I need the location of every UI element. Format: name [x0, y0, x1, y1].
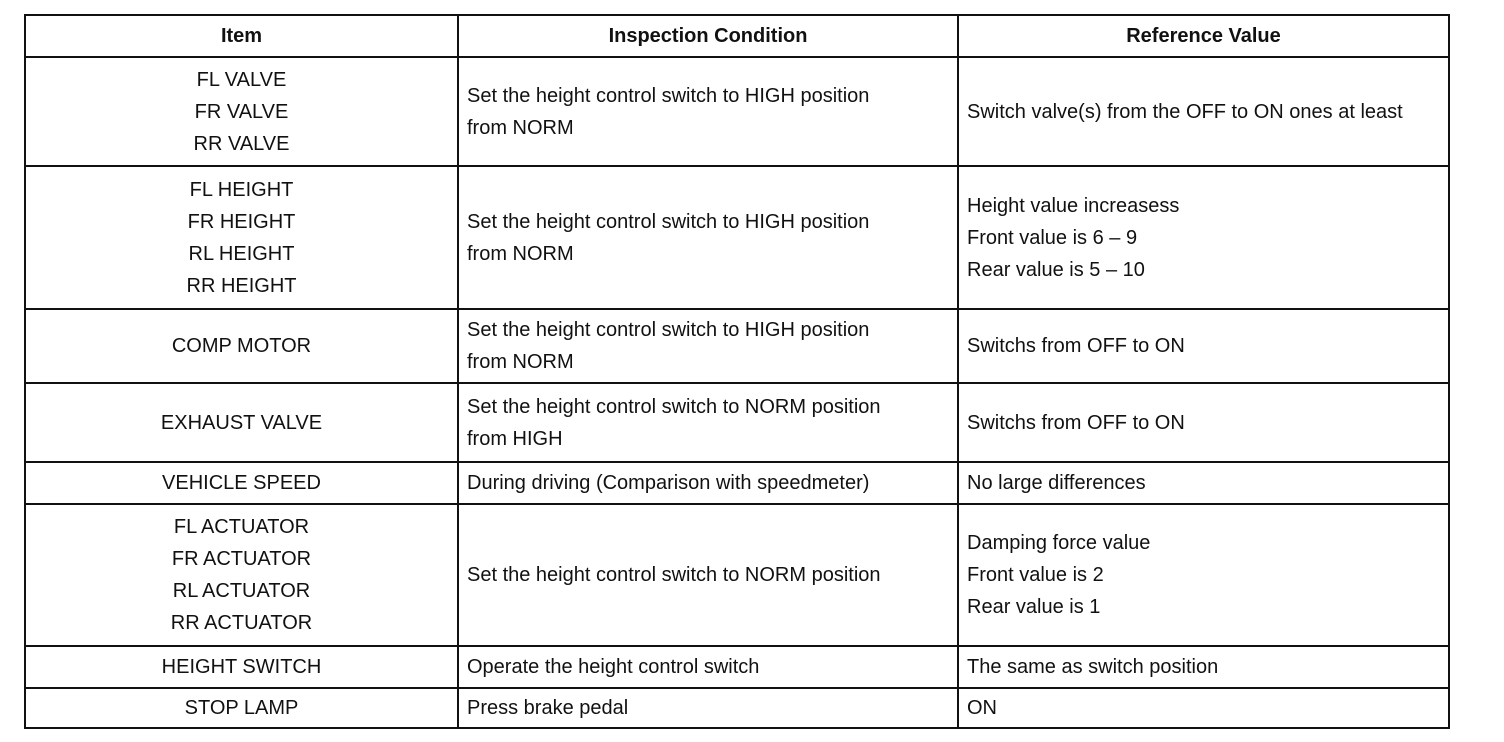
table-row: [25, 57, 1449, 166]
inspection-condition-cell: [458, 383, 958, 462]
header-reference-value: Reference Value: [958, 15, 1449, 57]
reference-value-line: The same as switch position: [967, 656, 1219, 678]
inspection-condition-line: from NORM: [467, 242, 574, 265]
inspection-condition-line: from NORM: [467, 351, 574, 373]
reference-value-line: No large differences: [967, 472, 1146, 494]
inspection-condition-cell: [458, 166, 958, 309]
reference-value-line: Rear value is 5 – 10: [967, 258, 1145, 281]
item-cell: [25, 309, 458, 383]
inspection-condition-line: Set the height control switch to NORM position: [467, 564, 881, 586]
inspection-condition-line: from NORM: [467, 116, 574, 139]
header-inspection-condition: Inspection Condition: [458, 15, 958, 57]
item-line: FR HEIGHT: [187, 210, 296, 233]
table-row: [25, 309, 1449, 383]
inspection-condition-cell: [458, 462, 958, 504]
table-row: [25, 646, 1449, 688]
table-row: [25, 504, 1449, 646]
inspection-condition-line: During driving (Comparison with speedmeter): [467, 472, 870, 494]
inspection-condition-line: from HIGH: [467, 427, 563, 450]
item-cell: [25, 166, 458, 309]
inspection-condition-cell: [458, 688, 958, 728]
reference-value-line: ON: [967, 697, 997, 719]
inspection-condition-cell: [458, 57, 958, 166]
reference-value-line: Front value is 6 – 9: [967, 226, 1138, 249]
item-line: FR VALVE: [194, 100, 289, 123]
table-body: [25, 57, 1449, 728]
inspection-condition-cell: [458, 646, 958, 688]
reference-value-cell: [958, 646, 1449, 688]
item-cell: [25, 57, 458, 166]
inspection-condition-line: Press brake pedal: [467, 697, 629, 719]
item-line: RR VALVE: [193, 132, 290, 155]
table-row: [25, 462, 1449, 504]
reference-value-cell: [958, 462, 1449, 504]
item-cell: [25, 462, 458, 504]
reference-value-cell: [958, 688, 1449, 728]
item-line: EXHAUST VALVE: [160, 411, 323, 434]
inspection-table: [24, 14, 1450, 729]
inspection-condition-line: Set the height control switch to HIGH position: [467, 319, 870, 341]
item-line: RL HEIGHT: [188, 242, 295, 265]
reference-value-line: Switchs from OFF to ON: [967, 335, 1185, 357]
item-cell: [25, 504, 458, 646]
item-line: RR ACTUATOR: [170, 612, 313, 634]
inspection-condition-line: Set the height control switch to NORM position: [467, 395, 881, 418]
item-line: FR ACTUATOR: [171, 548, 312, 570]
item-line: FL HEIGHT: [189, 178, 294, 201]
table-row: [25, 383, 1449, 462]
item-line: COMP MOTOR: [171, 335, 312, 357]
table-row: [25, 166, 1449, 309]
reference-value-line: Height value increasess: [967, 194, 1180, 217]
item-cell: [25, 383, 458, 462]
item-line: VEHICLE SPEED: [162, 472, 321, 494]
reference-value-line: Front value is 2: [967, 564, 1104, 586]
reference-value-cell: [958, 504, 1449, 646]
item-line: RL ACTUATOR: [172, 580, 311, 602]
item-line: FL ACTUATOR: [173, 516, 310, 538]
item-cell: [25, 646, 458, 688]
item-cell: [25, 688, 458, 728]
reference-value-cell: [958, 309, 1449, 383]
item-line: FL VALVE: [196, 68, 287, 91]
item-line: STOP LAMP: [184, 697, 299, 719]
reference-value-line: Damping force value: [967, 532, 1151, 554]
inspection-condition-line: Operate the height control switch: [467, 656, 760, 678]
table-row: [25, 688, 1449, 728]
inspection-condition-line: Set the height control switch to HIGH position: [467, 210, 870, 233]
inspection-condition-cell: [458, 309, 958, 383]
reference-value-line: Rear value is 1: [967, 596, 1101, 618]
reference-value-cell: [958, 57, 1449, 166]
item-line: RR HEIGHT: [186, 274, 297, 297]
reference-value-cell: [958, 383, 1449, 462]
reference-value-cell: [958, 166, 1449, 309]
reference-value-line: Switch valve(s) from the OFF to ON ones at least: [967, 100, 1403, 123]
header-item: Item: [25, 15, 458, 57]
item-line: HEIGHT SWITCH: [161, 656, 322, 678]
inspection-condition-line: Set the height control switch to HIGH position: [467, 84, 870, 107]
reference-value-line: Switchs from OFF to ON: [967, 411, 1185, 434]
inspection-condition-cell: [458, 504, 958, 646]
header-row: [25, 15, 1449, 57]
